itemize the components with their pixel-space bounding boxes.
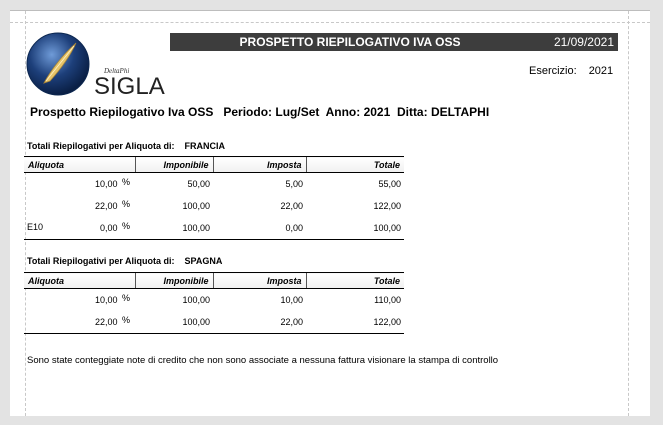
section-country: SPAGNA xyxy=(184,256,223,266)
esercizio xyxy=(529,65,613,77)
cell-imposta: 0,00 xyxy=(213,217,306,240)
table-row xyxy=(24,173,404,196)
cell-imposta: 22,00 xyxy=(280,201,303,211)
col-totale: Totale xyxy=(306,273,404,289)
report-date: 21/09/2021 xyxy=(553,35,614,49)
margin-guide-right xyxy=(628,11,629,416)
cell-imposta: 10,00 xyxy=(280,295,303,305)
table-row xyxy=(24,217,404,240)
table-row xyxy=(24,311,404,334)
section-label-spagna: Totali Riepilogativi per Aliquota di: SPAGNA xyxy=(27,256,223,266)
section-country: FRANCIA xyxy=(184,141,226,151)
cell-imponibile: 100,00 xyxy=(135,311,213,334)
cell-aliquota: 22,00 % xyxy=(24,311,135,334)
report-title-bar xyxy=(170,33,618,51)
cell-aliquota: 10,00 % xyxy=(94,293,130,305)
cell-imposta: 22,00 xyxy=(213,311,306,334)
cell-aliquota: 22,00 % xyxy=(94,199,130,211)
section-label-francia: Totali Riepilogativi per Aliquota di: FRANCIA xyxy=(27,141,226,151)
table-spagna xyxy=(24,272,404,334)
report-title: PROSPETTO RIEPILOGATIVO IVA OSS xyxy=(239,35,461,49)
table-row xyxy=(24,289,404,312)
cell-totale: 122,00 xyxy=(373,201,401,211)
table-francia xyxy=(24,156,404,240)
cell-aliquota: E10 0,00 % xyxy=(24,217,135,240)
margin-guide-top xyxy=(10,22,650,23)
col-totale: Totale xyxy=(306,157,404,173)
cell-aliquota: 10,00 % xyxy=(94,177,130,189)
cell-totale: 100,00 xyxy=(306,217,404,240)
report-heading: Prospetto Riepilogativo Iva OSS Periodo: Lug/Set Anno: 2021 Ditta: DELTAPHI xyxy=(30,105,490,119)
cell-imponibile: 50,00 xyxy=(187,179,210,189)
quill-globe-icon xyxy=(26,31,165,100)
cell-imponibile: 100,00 xyxy=(135,217,213,240)
svg-text:DeltaPhi: DeltaPhi xyxy=(104,67,130,75)
cell-imposta: 5,00 xyxy=(285,179,303,189)
esercizio-value: 2021 xyxy=(588,65,614,77)
report-page xyxy=(10,10,650,416)
table-header xyxy=(24,273,404,289)
svg-text:SIGLA: SIGLA xyxy=(94,73,165,100)
col-imponibile: Imponibile xyxy=(135,157,213,173)
cell-totale: 55,00 xyxy=(378,179,401,189)
cell-totale: 122,00 xyxy=(306,311,404,334)
cell-totale: 110,00 xyxy=(374,295,401,305)
col-aliquota: Aliquota xyxy=(24,157,135,173)
col-aliquota: Aliquota xyxy=(24,273,135,289)
col-imposta: Imposta xyxy=(213,157,306,173)
credit-note-warning: Sono state conteggiate note di credito che non sono associate a nessuna fattura visionare la stampa di controllo xyxy=(27,355,499,366)
table-row xyxy=(24,195,404,217)
table-header xyxy=(24,157,404,173)
col-imposta: Imposta xyxy=(213,273,306,289)
cell-imponibile: 100,00 xyxy=(182,295,210,305)
cell-imponibile: 100,00 xyxy=(182,201,210,211)
esercizio-label: Esercizio: xyxy=(529,65,577,77)
col-imponibile: Imponibile xyxy=(135,273,213,289)
company-logo xyxy=(26,31,165,100)
